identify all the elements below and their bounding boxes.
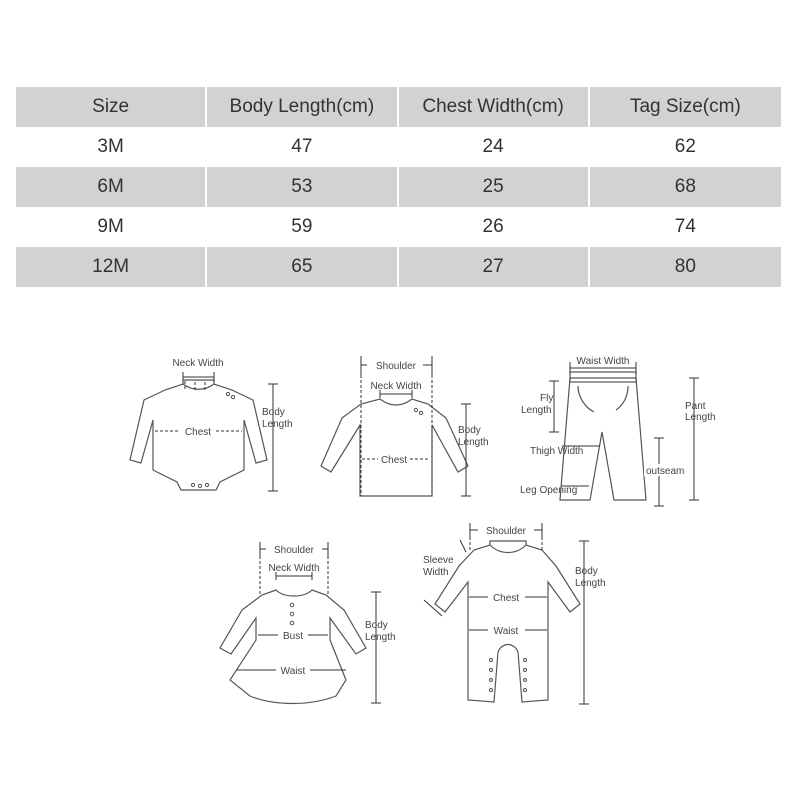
shirt-chest-label: Chest <box>380 455 408 466</box>
dress-body-length-label-1: Body <box>365 620 388 631</box>
bodysuit-body-length-label-2: Length <box>262 419 293 430</box>
cell-chest-width: 24 <box>399 127 590 167</box>
romper-body-length-label-2: Length <box>575 578 606 589</box>
pants-leg-opening-label: Leg Opening <box>520 485 578 496</box>
dress-bust-label: Bust <box>282 631 304 642</box>
pants-pant-length-label-1: Pant <box>685 401 706 412</box>
bodysuit-chest-label: Chest <box>184 427 212 438</box>
pants-diagram <box>520 356 716 506</box>
romper-body-length-label-1: Body <box>575 566 598 577</box>
pants-fly-length-label-1: Fly <box>540 393 554 404</box>
romper-sleeve-width-label-1: Sleeve <box>423 555 454 566</box>
cell-tag-size: 68 <box>590 167 781 207</box>
cell-body-length: 47 <box>207 127 398 167</box>
romper-sleeve-width-label-2: Width <box>423 567 449 578</box>
pants-pant-length-label-2: Length <box>685 412 716 423</box>
pants-outline <box>560 378 646 500</box>
romper-outline <box>435 545 580 702</box>
dress-waist-label: Waist <box>280 666 306 677</box>
romper-shoulder-label: Shoulder <box>485 526 527 537</box>
pants-thigh-width-label: Thigh Width <box>530 446 584 457</box>
dress-neck-width-label: Neck Width <box>268 563 320 574</box>
cell-body-length: 53 <box>207 167 398 207</box>
cell-size: 3M <box>16 127 207 167</box>
cell-tag-size: 62 <box>674 136 696 157</box>
dress-body-length-label-2: Length <box>365 632 396 643</box>
shirt-body-length-label-2: Length <box>458 437 489 448</box>
cell-size: 9M <box>16 207 207 247</box>
cell-size: 6M <box>16 167 207 207</box>
cell-tag-size: 74 <box>674 216 696 237</box>
cell-chest-width: 26 <box>399 207 590 247</box>
shirt-diagram <box>321 356 489 496</box>
bodysuit-neck-width-label: Neck Width <box>172 358 224 369</box>
header-size: Size <box>16 87 207 127</box>
pants-outseam-label: outseam <box>646 466 685 477</box>
shirt-neck-width-label: Neck Width <box>370 381 422 392</box>
pants-fly-length-label-2: Length <box>521 405 552 416</box>
cell-body-length: 59 <box>207 207 398 247</box>
dress-shoulder-label: Shoulder <box>273 545 315 556</box>
shirt-outline <box>321 399 468 496</box>
romper-waist-label: Waist <box>493 626 519 637</box>
cell-size: 12M <box>16 247 207 287</box>
header-tag-size: Tag Size(cm) <box>590 87 781 127</box>
pants-waist-width-label: Waist Width <box>576 356 630 367</box>
romper-chest-label: Chest <box>492 593 520 604</box>
header-body-length: Body Length(cm) <box>207 87 398 127</box>
header-chest-width: Chest Width(cm) <box>399 87 590 127</box>
romper-diagram <box>423 523 606 704</box>
dress-diagram <box>220 542 396 704</box>
bodysuit-body-length-label-1: Body <box>262 407 285 418</box>
bodysuit-diagram <box>130 358 293 491</box>
cell-chest-width: 27 <box>399 247 590 287</box>
shirt-body-length-label-1: Body <box>458 425 481 436</box>
cell-tag-size: 80 <box>590 247 781 287</box>
shirt-shoulder-label: Shoulder <box>375 361 417 372</box>
cell-chest-width: 25 <box>399 167 590 207</box>
cell-body-length: 65 <box>207 247 398 287</box>
